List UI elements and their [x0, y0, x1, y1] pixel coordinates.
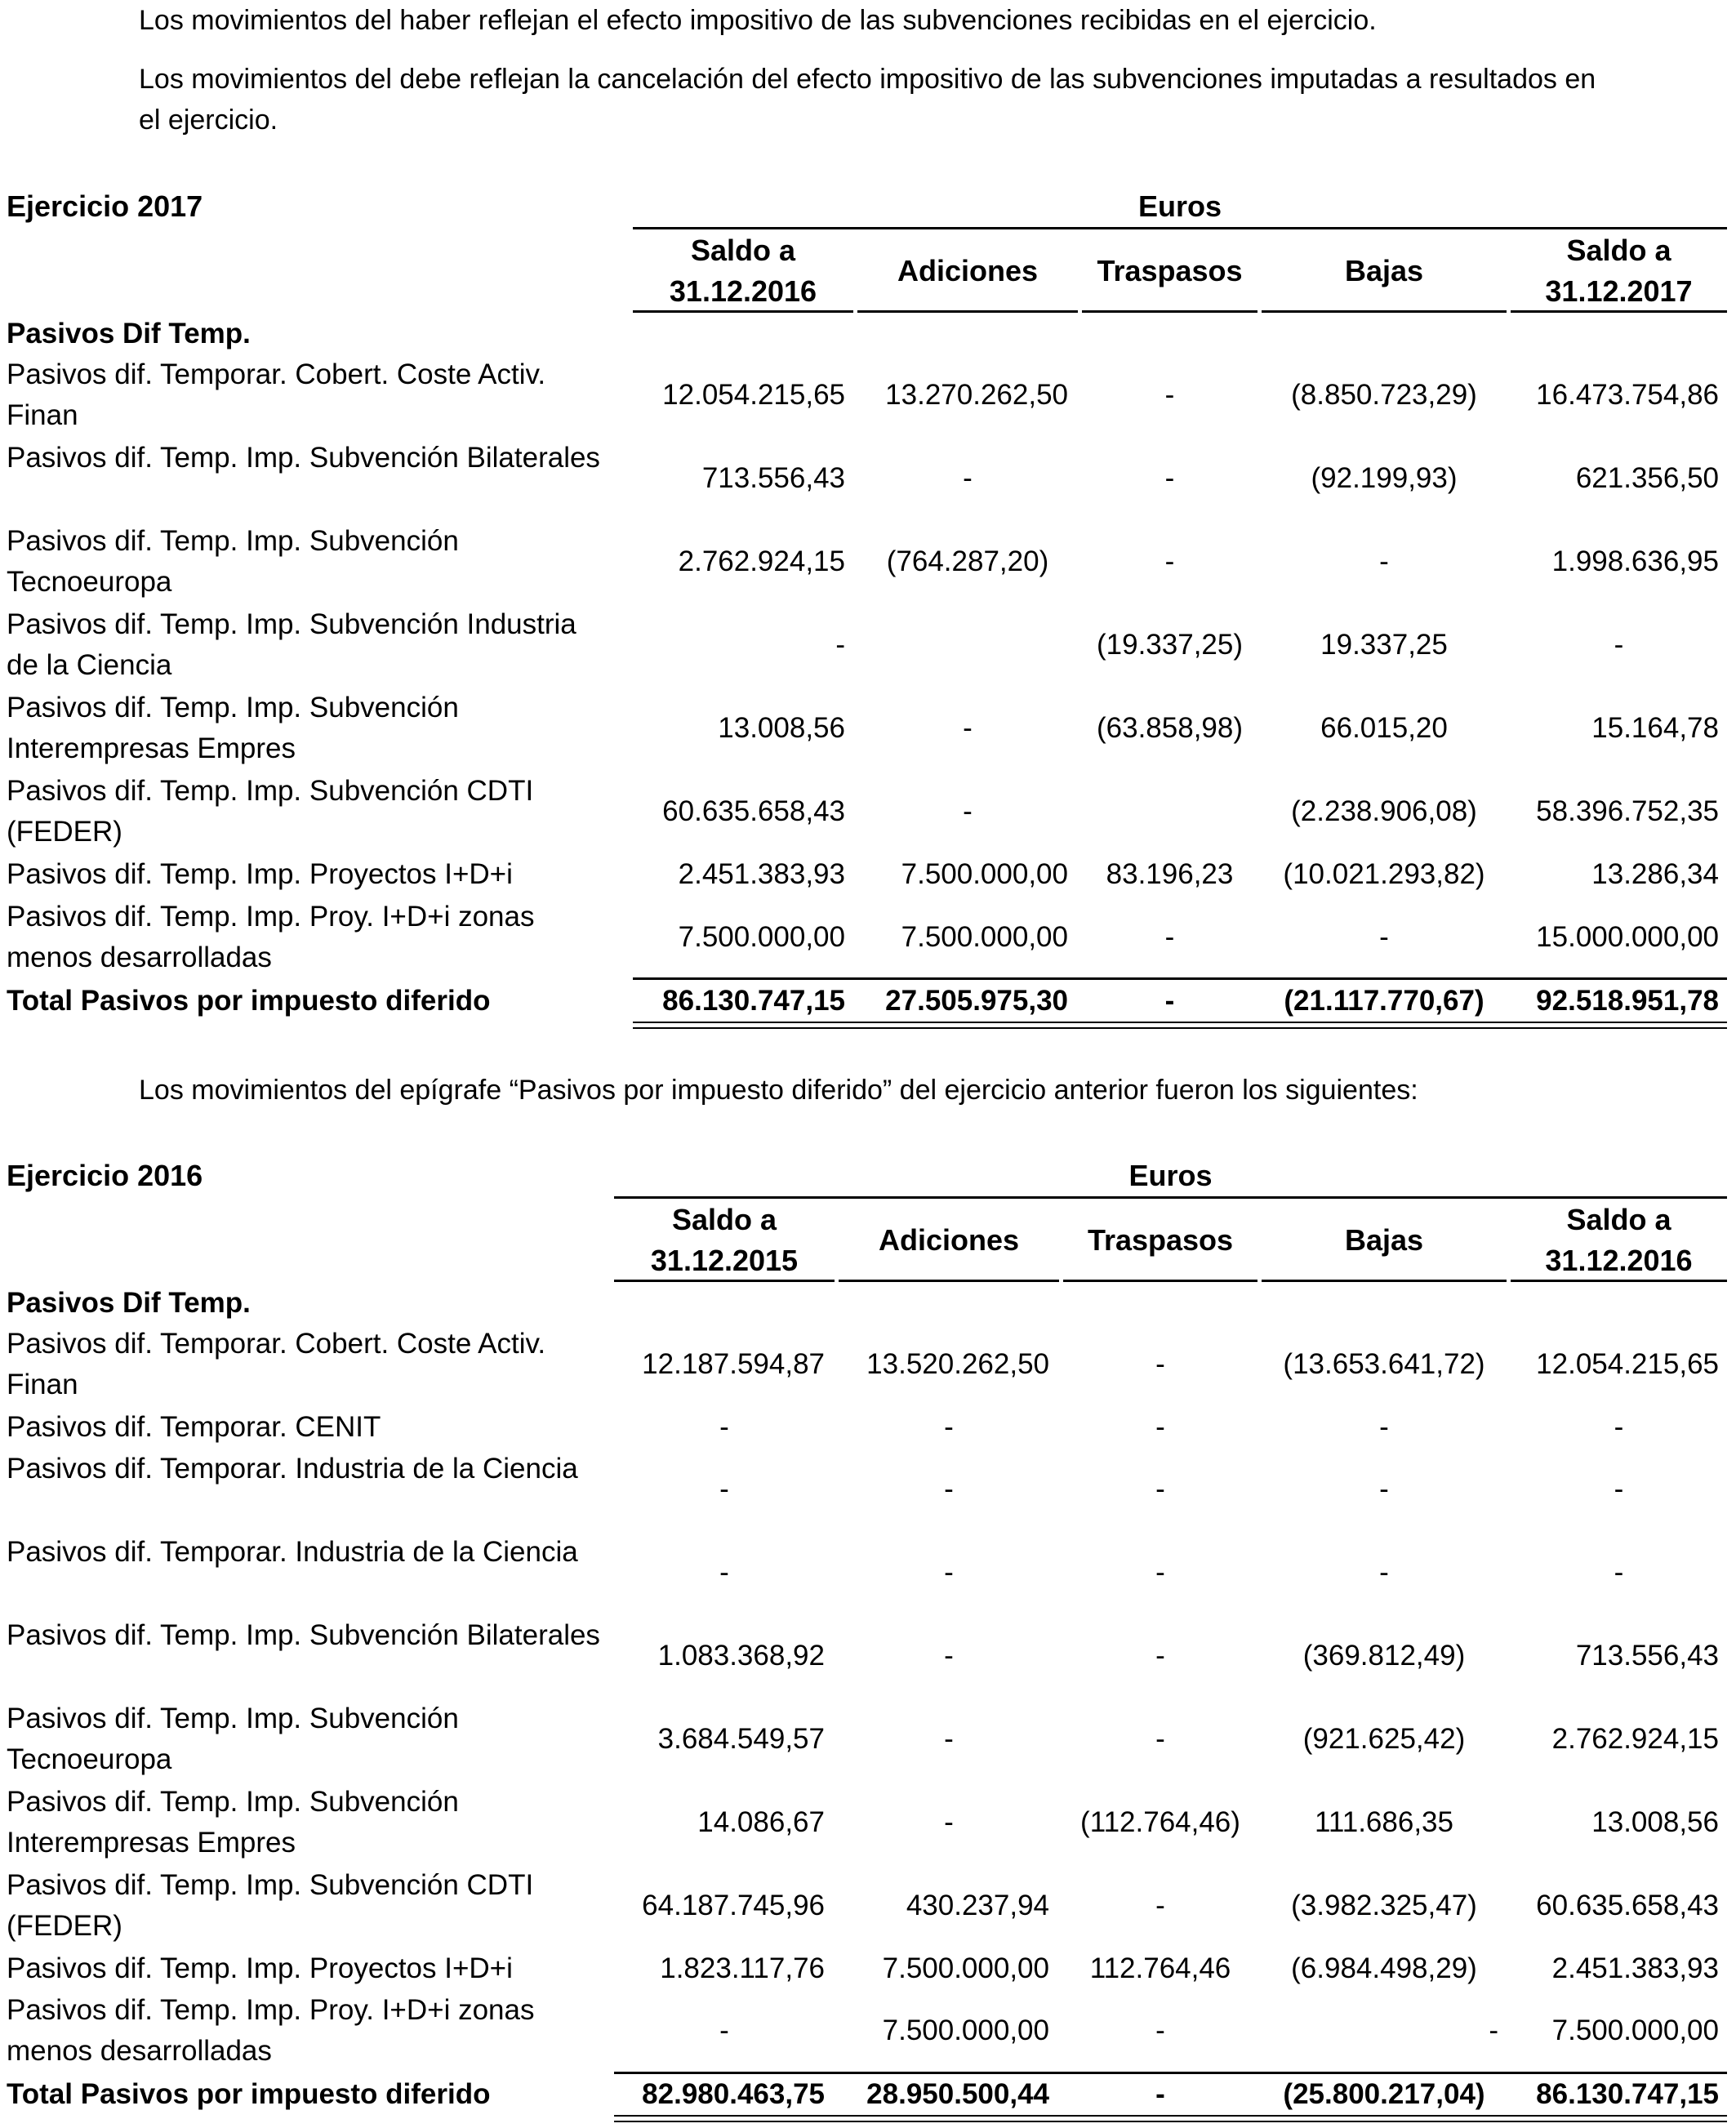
cell-disposals: - [1489, 2014, 1498, 2046]
column-header-additions: Adiciones [878, 1223, 1020, 1257]
column-header-opening-balance: Saldo a 31.12.2016 [669, 234, 817, 308]
total-opening-balance: 82.980.463,75 [642, 2078, 825, 2110]
cell-closing-balance: 60.635.658,43 [1536, 1890, 1719, 1921]
row-label: Pasivos dif. Temp. Imp. Subvención Tecnoeuropa [7, 525, 459, 598]
cell-additions: - [944, 1556, 954, 1588]
cell-opening-balance: - [719, 2014, 729, 2046]
cell-opening-balance: - [719, 1411, 729, 1443]
table-title: Ejercicio 2016 [7, 1159, 203, 1192]
currency-header: Euros [1137, 189, 1222, 223]
cell-disposals: - [1379, 1473, 1389, 1505]
cell-closing-balance: 713.556,43 [1575, 1640, 1719, 1672]
cell-transfers: - [1155, 2014, 1165, 2046]
column-header-opening-balance: Saldo a 31.12.2015 [650, 1203, 799, 1277]
total-opening-balance: 86.130.747,15 [662, 985, 845, 1017]
cell-additions: - [944, 1806, 954, 1838]
row-label: Pasivos dif. Temporar. Industria de la Ciencia [7, 1453, 578, 1485]
total-closing-balance: 92.518.951,78 [1536, 985, 1719, 1017]
cell-additions: 13.520.262,50 [866, 1348, 1049, 1380]
cell-disposals: (6.984.498,29) [1291, 1952, 1477, 1984]
total-rule-top [633, 977, 1727, 980]
cell-disposals: - [1379, 921, 1389, 953]
cell-closing-balance: 15.164,78 [1591, 712, 1719, 744]
cell-opening-balance: 1.083.368,92 [657, 1640, 825, 1672]
cell-disposals: 19.337,25 [1320, 629, 1448, 661]
total-transfers: - [1164, 985, 1175, 1017]
row-label: Pasivos dif. Temp. Imp. Subvención CDTI (FEDER) [7, 775, 534, 848]
total-disposals: (25.800.217,04) [1283, 2078, 1485, 2110]
cell-transfers: - [1155, 1890, 1165, 1921]
cell-transfers: - [1164, 462, 1175, 494]
cell-disposals: 66.015,20 [1320, 712, 1448, 744]
cell-closing-balance: 2.451.383,93 [1551, 1952, 1719, 1984]
total-label: Total Pasivos por impuesto diferido [7, 2078, 491, 2110]
cell-closing-balance: 621.356,50 [1575, 462, 1719, 494]
cell-opening-balance: 13.008,56 [718, 712, 845, 744]
cell-additions: 7.500.000,00 [882, 2014, 1049, 2046]
cell-closing-balance: 58.396.752,35 [1536, 795, 1719, 827]
cell-transfers: - [1155, 1640, 1165, 1672]
row-label: Pasivos dif. Temporar. Cobert. Coste Activ. Finan [7, 1328, 546, 1400]
cell-additions: 430.237,94 [906, 1890, 1049, 1921]
header-underline [633, 310, 853, 313]
header-underline [1082, 310, 1257, 313]
cell-transfers: (63.858,98) [1096, 712, 1244, 744]
cell-additions: - [944, 1411, 954, 1443]
total-transfers: - [1155, 2078, 1165, 2110]
header-underline [1511, 1280, 1727, 1282]
row-label: Pasivos dif. Temp. Imp. Subvención Bilaterales [7, 1619, 600, 1651]
cell-transfers: 112.764,46 [1089, 1952, 1231, 1984]
cell-disposals: - [1379, 1556, 1389, 1588]
cell-closing-balance: 13.286,34 [1591, 858, 1719, 890]
row-label: Pasivos dif. Temp. Imp. Proy. I+D+i zonas menos desarrolladas [7, 1994, 535, 2067]
total-label: Total Pasivos por impuesto diferido [7, 985, 491, 1017]
header-underline [1262, 1280, 1507, 1282]
cell-opening-balance: 1.823.117,76 [660, 1952, 825, 1984]
row-label: Pasivos dif. Temporar. Industria de la Ciencia [7, 1536, 578, 1568]
cell-additions: - [963, 712, 973, 744]
cell-additions: - [944, 1473, 954, 1505]
cell-opening-balance: 2.451.383,93 [678, 858, 845, 890]
cell-opening-balance: - [835, 629, 845, 661]
cell-opening-balance: 14.086,67 [697, 1806, 825, 1838]
cell-opening-balance: 12.054.215,65 [662, 379, 845, 411]
column-header-transfers: Traspasos [1097, 254, 1243, 287]
column-header-closing-balance: Saldo a 31.12.2017 [1545, 234, 1693, 308]
row-label: Pasivos dif. Temp. Imp. Subvención Interempresas Empres [7, 1786, 459, 1859]
header-underline [614, 1280, 835, 1282]
cell-opening-balance: 2.762.924,15 [678, 545, 845, 577]
cell-transfers: - [1155, 1723, 1165, 1755]
cell-disposals: 111.686,35 [1315, 1806, 1453, 1838]
cell-disposals: (369.812,49) [1302, 1640, 1466, 1672]
cell-additions: - [944, 1723, 954, 1755]
cell-transfers: - [1164, 921, 1175, 953]
cell-additions: 7.500.000,00 [901, 921, 1068, 953]
cell-additions: - [944, 1640, 954, 1672]
cell-opening-balance: 3.684.549,57 [657, 1723, 825, 1755]
row-label: Pasivos dif. Temp. Imp. Subvención CDTI (FEDER) [7, 1869, 534, 1942]
cell-closing-balance: - [1614, 1473, 1624, 1505]
total-closing-balance: 86.130.747,15 [1536, 2078, 1719, 2110]
cell-opening-balance: 64.187.745,96 [642, 1890, 825, 1921]
cell-transfers: (112.764,46) [1080, 1806, 1240, 1838]
row-label: Pasivos dif. Temp. Imp. Subvención Interempresas Empres [7, 692, 459, 764]
cell-disposals: (92.199,93) [1311, 462, 1458, 494]
cell-closing-balance: 7.500.000,00 [1551, 2014, 1719, 2046]
cell-disposals: (2.238.906,08) [1291, 795, 1477, 827]
header-rule [633, 227, 1727, 229]
column-header-disposals: Bajas [1344, 254, 1424, 287]
cell-closing-balance: - [1614, 1556, 1624, 1588]
row-label: Pasivos dif. Temporar. Cobert. Coste Activ. Finan [7, 358, 546, 431]
header-underline [1262, 310, 1507, 313]
cell-additions: - [963, 462, 973, 494]
table-title: Ejercicio 2017 [7, 189, 203, 223]
cell-transfers: - [1155, 1556, 1165, 1588]
cell-transfers: - [1164, 545, 1175, 577]
row-label: Pasivos dif. Temporar. CENIT [7, 1411, 381, 1443]
cell-additions: (764.287,20) [886, 545, 1049, 577]
cell-transfers: - [1164, 379, 1175, 411]
cell-closing-balance: - [1614, 1411, 1624, 1443]
cell-additions: 7.500.000,00 [901, 858, 1068, 890]
total-additions: 27.505.975,30 [885, 985, 1068, 1017]
cell-opening-balance: - [719, 1556, 729, 1588]
row-label: Pasivos dif. Temp. Imp. Proyectos I+D+i [7, 858, 513, 890]
cell-closing-balance: 16.473.754,86 [1536, 379, 1719, 411]
column-header-closing-balance: Saldo a 31.12.2016 [1545, 1203, 1693, 1277]
cell-disposals: - [1379, 1411, 1389, 1443]
cell-opening-balance: 12.187.594,87 [642, 1348, 825, 1380]
header-rule [614, 1196, 1727, 1199]
cell-disposals: (8.850.723,29) [1291, 379, 1477, 411]
header-underline [857, 310, 1078, 313]
cell-transfers: - [1155, 1473, 1165, 1505]
cell-disposals: (3.982.325,47) [1291, 1890, 1477, 1921]
column-header-disposals: Bajas [1344, 1223, 1424, 1257]
total-disposals: (21.117.770,67) [1284, 985, 1485, 1017]
cell-transfers: - [1155, 1348, 1165, 1380]
cell-additions: 7.500.000,00 [882, 1952, 1049, 1984]
cell-opening-balance: 60.635.658,43 [662, 795, 845, 827]
cell-disposals: (921.625,42) [1302, 1723, 1466, 1755]
cell-closing-balance: 12.054.215,65 [1536, 1348, 1719, 1380]
row-label: Pasivos dif. Temp. Imp. Subvención Bilaterales [7, 442, 600, 474]
transition-paragraph: Los movimientos del epígrafe “Pasivos por impuesto diferido” del ejercicio anterior fueron los siguientes: [139, 1075, 1418, 1106]
cell-disposals: (13.653.641,72) [1283, 1348, 1485, 1380]
cell-closing-balance: 1.998.636,95 [1551, 545, 1719, 577]
row-label: Pasivos dif. Temp. Imp. Subvención Tecnoeuropa [7, 1703, 459, 1775]
cell-closing-balance: 13.008,56 [1591, 1806, 1719, 1838]
row-label: Pasivos dif. Temp. Imp. Proy. I+D+i zonas menos desarrolladas [7, 901, 535, 973]
cell-closing-balance: - [1614, 629, 1624, 661]
total-rule-double [614, 2115, 1727, 2122]
section-label: Pasivos Dif Temp. [7, 1287, 251, 1319]
cell-transfers: 83.196,23 [1106, 858, 1234, 890]
cell-transfers: - [1155, 1411, 1165, 1443]
cell-additions: 13.270.262,50 [885, 379, 1068, 411]
header-underline [1511, 310, 1727, 313]
total-rule-double [633, 1022, 1727, 1029]
column-header-transfers: Traspasos [1087, 1223, 1234, 1257]
cell-disposals: (10.021.293,82) [1283, 858, 1485, 890]
cell-opening-balance: 7.500.000,00 [678, 921, 845, 953]
cell-additions: - [963, 795, 973, 827]
intro-paragraph-1: Los movimientos del haber reflejan el efecto impositivo de las subvenciones recibidas en el ejercicio. [139, 5, 1377, 36]
cell-closing-balance: 15.000.000,00 [1536, 921, 1719, 953]
column-header-additions: Adiciones [897, 254, 1039, 287]
header-underline [839, 1280, 1059, 1282]
total-additions: 28.950.500,44 [866, 2078, 1049, 2110]
cell-transfers: (19.337,25) [1096, 629, 1244, 661]
cell-opening-balance: - [719, 1473, 729, 1505]
currency-header: Euros [1128, 1159, 1213, 1192]
row-label: Pasivos dif. Temp. Imp. Proyectos I+D+i [7, 1952, 513, 1984]
cell-disposals: - [1379, 545, 1389, 577]
row-label: Pasivos dif. Temp. Imp. Subvención Industria de la Ciencia [7, 608, 576, 681]
intro-paragraph-2: Los movimientos del debe reflejan la cancelación del efecto impositivo de las subvenciones imputadas a resultados en el ejercicio. [139, 64, 1596, 136]
section-label: Pasivos Dif Temp. [7, 318, 251, 349]
header-underline [1063, 1280, 1257, 1282]
cell-closing-balance: 2.762.924,15 [1551, 1723, 1719, 1755]
cell-opening-balance: 713.556,43 [701, 462, 845, 494]
